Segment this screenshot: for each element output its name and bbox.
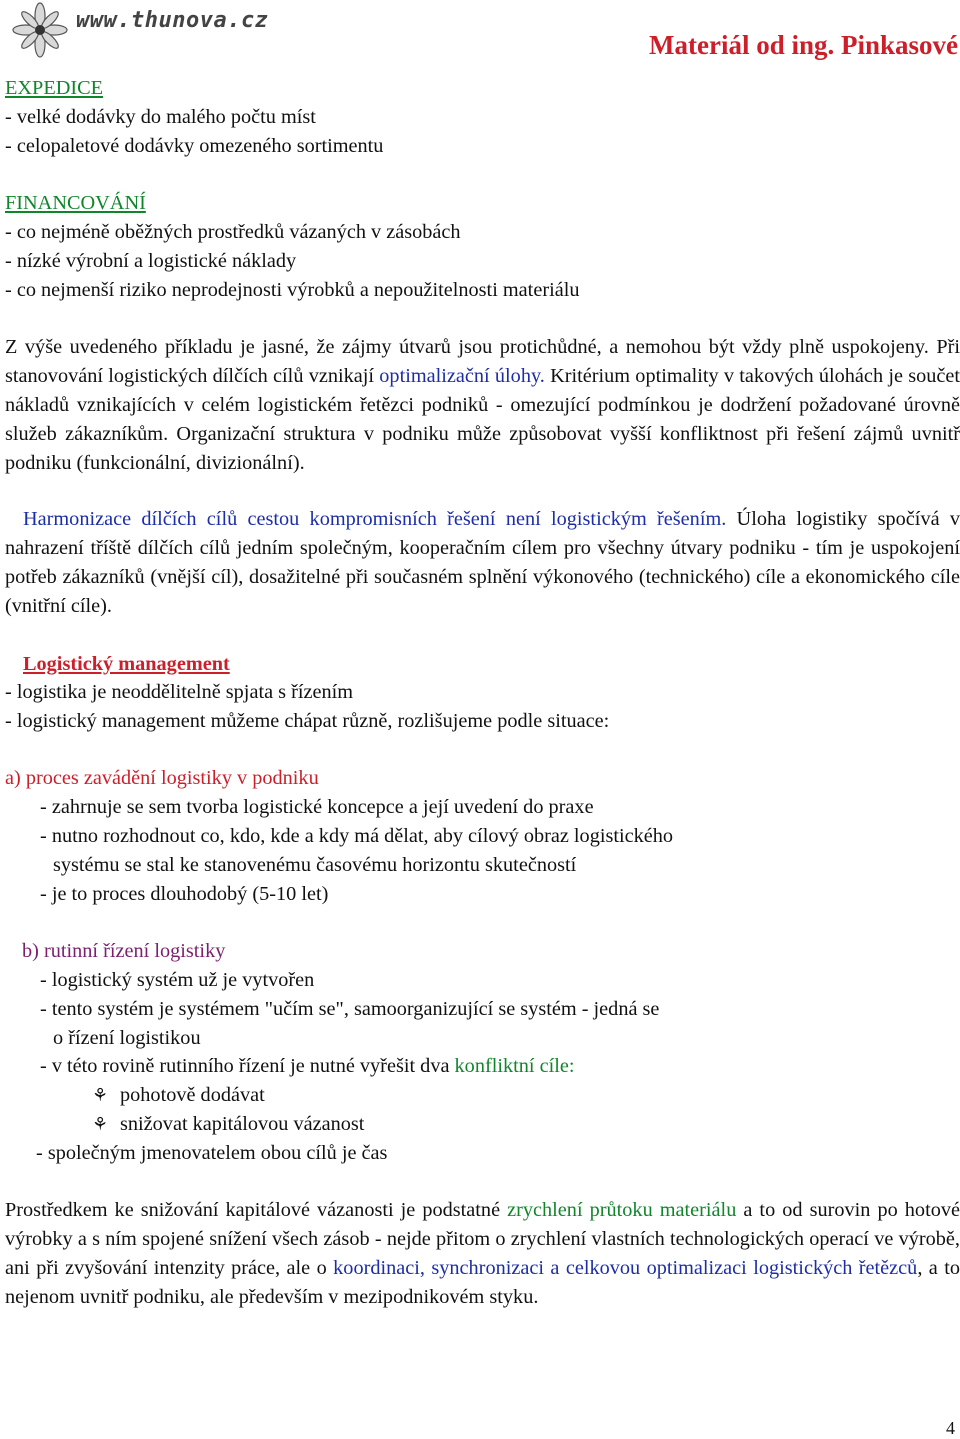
page-header — [0, 0, 960, 64]
list-item: - celopaletové dodávky omezeného sortimentu — [5, 135, 384, 157]
list-item: - nutno rozhodnout co, kdo, kde a kdy má dělat, aby cílový obraz logistického — [40, 825, 674, 847]
para-text: a to od surovin po hotové výrobky a s ním spojené snížení všech zásob - nejde přitom o zrychlení vlastních technologických operací ve výrobě, ani při zvyšování intenzity práce, ale o — [5, 1199, 960, 1279]
para-highlight: Harmonizace dílčích cílů cestou kompromisních řešení není logistickým řešením. — [23, 508, 727, 530]
section-a-heading: a) proces zavádění logistiky v podniku — [5, 767, 319, 789]
list-item: - logistika je neoddělitelně spjata s řízením — [5, 681, 354, 703]
page-number: 4 — [946, 1418, 955, 1438]
list-item: - nízké výrobní a logistické náklady — [5, 250, 297, 272]
list-item: - je to proces dlouhodobý (5-10 let) — [40, 883, 329, 905]
para-highlight: koordinaci, synchronizaci a celkovou optimalizaci logistických řetězců — [333, 1257, 918, 1279]
conflict-prefix: - v této rovině rutinního řízení je nutné vyřešit dva — [40, 1055, 455, 1077]
management-heading: Logistický management — [23, 653, 230, 675]
list-item: systému se stal ke stanovenému časovému horizontu skutečností — [53, 854, 577, 876]
paragraph-harmonization — [5, 505, 960, 621]
paragraph-capital — [5, 1196, 960, 1312]
list-item: - logistický management můžeme chápat různě, rozlišujeme podle situace: — [5, 710, 610, 732]
goal-item — [92, 1110, 364, 1139]
conflict-highlight: konfliktní cíle: — [454, 1055, 575, 1077]
financovani-heading: FINANCOVÁNÍ — [5, 192, 146, 214]
list-item: - co nejmenší riziko neprodejnosti výrobků a nepoužitelnosti materiálu — [5, 279, 580, 301]
flower-logo-icon — [12, 2, 68, 58]
list-item: - tento systém je systémem "učím se", samoorganizující se systém - jedná se — [40, 998, 660, 1020]
paragraph-conflict — [5, 333, 960, 478]
para-text: Prostředkem ke snižování kapitálové vázanosti je podstatné — [5, 1199, 508, 1221]
goal-item — [92, 1081, 265, 1110]
list-item: o řízení logistikou — [53, 1027, 201, 1049]
list-item: - logistický systém už je vytvořen — [40, 969, 315, 991]
site-name: www.thunova.cz — [76, 8, 269, 33]
goal-text: snižovat kapitálovou vázanost — [120, 1113, 365, 1135]
para-highlight: optimalizační úlohy. — [379, 365, 545, 387]
list-item — [40, 1052, 575, 1081]
expedice-heading: EXPEDICE — [5, 77, 104, 99]
list-item: - společným jmenovatelem obou cílů je čas — [36, 1142, 388, 1164]
para-text: Z výše uvedeného příkladu je jasné, že zájmy útvarů jsou protichůdné, a nemohou být vždy plně uspokojeny. Při stanovování logistických dílčích cílů vznikají — [5, 336, 960, 387]
flower-bullet-icon: ⚘ — [92, 1114, 109, 1135]
author-label: Materiál od ing. Pinkasové — [649, 30, 958, 60]
list-item: - zahrnuje se sem tvorba logistické koncepce a její uvedení do praxe — [40, 796, 594, 818]
para-highlight: zrychlení průtoku materiálu — [507, 1199, 737, 1221]
flower-bullet-icon: ⚘ — [92, 1085, 109, 1106]
list-item: - co nejméně oběžných prostředků vázaných v zásobách — [5, 221, 461, 243]
para-text: , a to nejenom uvnitř podniku, ale především v mezipodnikovém styku. — [5, 1257, 960, 1308]
para-text: Kritérium optimality v takových úlohách je součet nákladů vznikajících v celém logistickém řetězci podniků - omezující podmínkou je dodržení požadované úrovně služeb zákazníkům. Organizační struktura v podniku může způsobovat vyšší konfliktnost při řešení zájmů uvnitř podniku (funkcionální, divizionální). — [5, 365, 960, 474]
list-item: - velké dodávky do malého počtu míst — [5, 106, 316, 128]
goal-text: pohotově dodávat — [120, 1084, 265, 1106]
section-b-heading: b) rutinní řízení logistiky — [22, 940, 226, 962]
para-text: Úloha logistiky spočívá v nahrazení tříště dílčích cílů jedním společným, kooperačním cílem pro všechny útvary podniku - tím je uspokojení potřeb zákazníků (vnější cíl), dosažitelné při současném splnění výkonového (technického) cíle a ekonomického cíle (vnitřní cíle). — [5, 508, 960, 617]
